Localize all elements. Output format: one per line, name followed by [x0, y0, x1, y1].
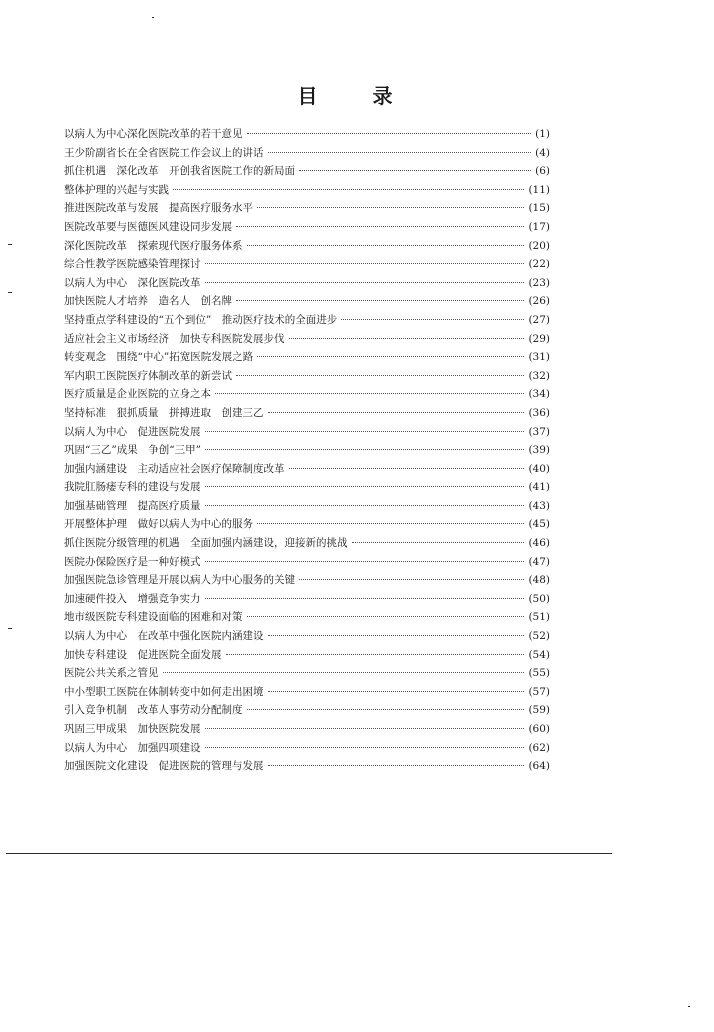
toc-entry-page: (20)	[528, 239, 550, 252]
toc-entry-title: 适应社会主义市场经济 加快专科医院发展步伐	[64, 332, 285, 345]
toc-leader-dots	[163, 672, 525, 673]
toc-entry	[64, 181, 550, 200]
toc-entry-page: (59)	[528, 704, 550, 717]
toc-entry-title: 整体护理的兴起与实践	[64, 183, 169, 196]
toc-entry-title: 巩固三甲成果 加快医院发展	[64, 723, 201, 735]
toc-leader-dots	[268, 152, 532, 153]
toc-entry-title: 抓住医院分级管理的机遇 全面加强内涵建设，迎接新的挑战	[64, 537, 348, 550]
bottom-divider	[6, 853, 612, 854]
table-of-contents	[64, 125, 550, 776]
toc-leader-dots	[268, 635, 525, 636]
toc-entry	[64, 739, 550, 758]
toc-entry-title: 医疗质量是企业医院的立身之本	[64, 388, 211, 401]
toc-entry-title: 我院肛肠痿专科的建设与发展	[64, 481, 201, 494]
toc-leader-dots	[247, 133, 532, 134]
toc-leader-dots	[215, 393, 524, 394]
toc-leader-dots	[205, 449, 524, 450]
toc-entry-page: (32)	[528, 369, 550, 382]
toc-leader-dots	[247, 709, 525, 710]
toc-entry	[64, 237, 550, 256]
toc-entry	[64, 664, 550, 683]
toc-leader-dots	[257, 523, 524, 524]
toc-entry	[64, 162, 550, 181]
toc-entry	[64, 757, 550, 776]
toc-entry-title: 地市级医院专科建设面临的困难和对策	[64, 611, 243, 624]
toc-entry-page: (43)	[528, 499, 550, 512]
toc-entry-page: (47)	[528, 555, 550, 568]
toc-entry-page: (60)	[528, 723, 550, 735]
toc-entry	[64, 423, 550, 442]
toc-entry-title: 开展整体护理 做好以病人为中心的服务	[64, 518, 253, 531]
toc-leader-dots	[205, 431, 525, 432]
toc-leader-dots	[236, 226, 524, 227]
toc-entry-title: 中小型职工医院在体制转变中如何走出困境	[64, 685, 264, 698]
toc-entry-title: 深化医院改革 探索现代医疗服务体系	[64, 239, 243, 252]
toc-entry-page: (17)	[528, 220, 550, 233]
toc-leader-dots	[352, 542, 525, 543]
toc-entry	[64, 701, 550, 720]
toc-entry	[64, 404, 550, 423]
toc-leader-dots	[205, 263, 525, 264]
toc-entry-page: (26)	[528, 295, 550, 308]
toc-leader-dots	[205, 282, 525, 283]
toc-entry-page: (27)	[528, 313, 550, 326]
toc-entry	[64, 646, 550, 665]
toc-entry-page: (34)	[528, 388, 550, 401]
toc-entry	[64, 497, 550, 516]
toc-entry-title: 坚持标准 狠抓质量 拼搏进取 创建三乙	[64, 406, 264, 419]
toc-leader-dots	[299, 579, 524, 580]
toc-entry-title: 医院改革要与医德医风建设同步发展	[64, 220, 232, 233]
toc-entry-title: 以病人为中心深化医院改革的若干意见	[64, 128, 243, 140]
toc-leader-dots	[289, 468, 525, 469]
toc-leader-dots	[226, 654, 525, 655]
toc-entry-title: 加强基础管理 提高医疗质量	[64, 499, 201, 512]
toc-entry	[64, 144, 550, 163]
toc-entry-title: 加强医院文化建设 促进医院的管理与发展	[64, 760, 264, 773]
toc-entry	[64, 441, 550, 460]
toc-entry-page: (64)	[528, 760, 550, 773]
toc-entry	[64, 608, 550, 627]
toc-leader-dots	[341, 319, 524, 320]
toc-entry	[64, 515, 550, 534]
toc-entry	[64, 348, 550, 367]
toc-leader-dots	[268, 412, 525, 413]
toc-entry-page: (22)	[528, 258, 550, 271]
toc-entry	[64, 218, 550, 237]
toc-entry-title: 综合性教学医院感染管理探讨	[64, 258, 201, 271]
toc-entry-page: (52)	[528, 630, 550, 643]
toc-entry	[64, 125, 550, 144]
toc-leader-dots	[205, 505, 525, 506]
toc-leader-dots	[268, 691, 525, 692]
toc-entry	[64, 627, 550, 646]
toc-leader-dots	[299, 170, 531, 171]
toc-entry	[64, 255, 550, 274]
toc-entry-page: (45)	[528, 518, 550, 531]
scan-speck	[8, 244, 12, 245]
toc-entry-title: 巩固“三乙”成果 争创“三甲”	[64, 444, 201, 457]
toc-entry-page: (36)	[528, 406, 550, 419]
toc-leader-dots	[236, 375, 524, 376]
toc-entry-title: 抓住机遇 深化改革 开创我省医院工作的新局面	[64, 165, 295, 178]
toc-leader-dots	[257, 207, 524, 208]
toc-entry-page: (11)	[528, 183, 550, 196]
toc-entry-page: (4)	[535, 146, 550, 159]
toc-entry-title: 以病人为中心 加强四项建设	[64, 741, 201, 754]
toc-entry	[64, 720, 550, 739]
scan-speck	[152, 17, 154, 18]
toc-leader-dots	[247, 616, 525, 617]
toc-entry	[64, 367, 550, 386]
toc-entry	[64, 553, 550, 572]
toc-leader-dots	[205, 561, 525, 562]
toc-entry	[64, 571, 550, 590]
toc-entry	[64, 330, 550, 349]
toc-entry-page: (62)	[528, 741, 550, 754]
toc-entry-page: (41)	[528, 481, 550, 494]
toc-entry-page: (50)	[528, 592, 550, 605]
toc-leader-dots	[268, 765, 525, 766]
toc-entry-page: (6)	[535, 165, 550, 178]
toc-leader-dots	[205, 598, 525, 599]
toc-entry	[64, 683, 550, 702]
toc-entry-page: (15)	[528, 202, 550, 215]
toc-entry	[64, 534, 550, 553]
toc-entry	[64, 478, 550, 497]
toc-entry	[64, 311, 550, 330]
toc-entry-title: 医院公共关系之管见	[64, 667, 159, 680]
scan-speck	[8, 292, 12, 293]
toc-entry	[64, 385, 550, 404]
toc-entry	[64, 590, 550, 609]
toc-entry-title: 以病人为中心 深化医院改革	[64, 276, 201, 289]
toc-leader-dots	[205, 486, 525, 487]
toc-entry-title: 推进医院改革与发展 提高医疗服务水平	[64, 202, 253, 215]
toc-entry	[64, 274, 550, 293]
toc-leader-dots	[247, 245, 525, 246]
scan-speck	[688, 1006, 690, 1007]
toc-entry-title: 加强内涵建设 主动适应社会医疗保障制度改革	[64, 462, 285, 475]
toc-entry-title: 引入竞争机制 改革人事劳动分配制度	[64, 704, 243, 717]
toc-entry-title: 转变观念 围绕“中心”拓宽医院发展之路	[64, 351, 254, 364]
toc-leader-dots	[236, 300, 524, 301]
toc-entry-title: 加快专科建设 促进医院全面发展	[64, 648, 222, 661]
toc-entry-page: (55)	[528, 667, 550, 680]
page-title: 目 录	[297, 84, 417, 108]
toc-entry-title: 王少阶副省长在全省医院工作会议上的讲话	[64, 146, 264, 159]
toc-leader-dots	[289, 338, 525, 339]
toc-entry-page: (57)	[528, 685, 550, 698]
toc-entry-page: (1)	[535, 128, 550, 140]
toc-entry-title: 加速硬件投入 增强竞争实力	[64, 592, 201, 605]
toc-entry-page: (29)	[528, 332, 550, 345]
toc-entry-page: (40)	[528, 462, 550, 475]
toc-entry-page: (39)	[528, 444, 550, 457]
toc-entry-page: (23)	[528, 276, 550, 289]
toc-entry-title: 军内职工医院医疗体制改革的新尝试	[64, 369, 232, 382]
toc-leader-dots	[257, 356, 524, 357]
toc-entry-page: (37)	[528, 425, 550, 438]
toc-entry-title: 加快医院人才培养 造名人 创名牌	[64, 295, 232, 308]
toc-entry-page: (48)	[528, 574, 550, 587]
toc-entry-title: 加强医院急诊管理是开展以病人为中心服务的关键	[64, 574, 295, 587]
toc-leader-dots	[205, 747, 525, 748]
toc-entry-page: (46)	[528, 537, 550, 550]
toc-entry	[64, 199, 550, 218]
toc-leader-dots	[205, 728, 525, 729]
toc-entry-title: 以病人为中心 在改革中强化医院内涵建设	[64, 630, 264, 643]
toc-leader-dots	[173, 189, 524, 190]
toc-entry-title: 医院办保险医疗是一种好模式	[64, 555, 201, 568]
toc-entry	[64, 292, 550, 311]
toc-entry	[64, 460, 550, 479]
toc-entry-page: (51)	[528, 611, 550, 624]
toc-entry-title: 坚持重点学科建设的“五个到位” 推动医疗技术的全面进步	[64, 313, 338, 326]
toc-entry-page: (31)	[528, 351, 550, 364]
scan-speck	[8, 628, 12, 629]
toc-entry-title: 以病人为中心 促进医院发展	[64, 425, 201, 438]
toc-entry-page: (54)	[528, 648, 550, 661]
